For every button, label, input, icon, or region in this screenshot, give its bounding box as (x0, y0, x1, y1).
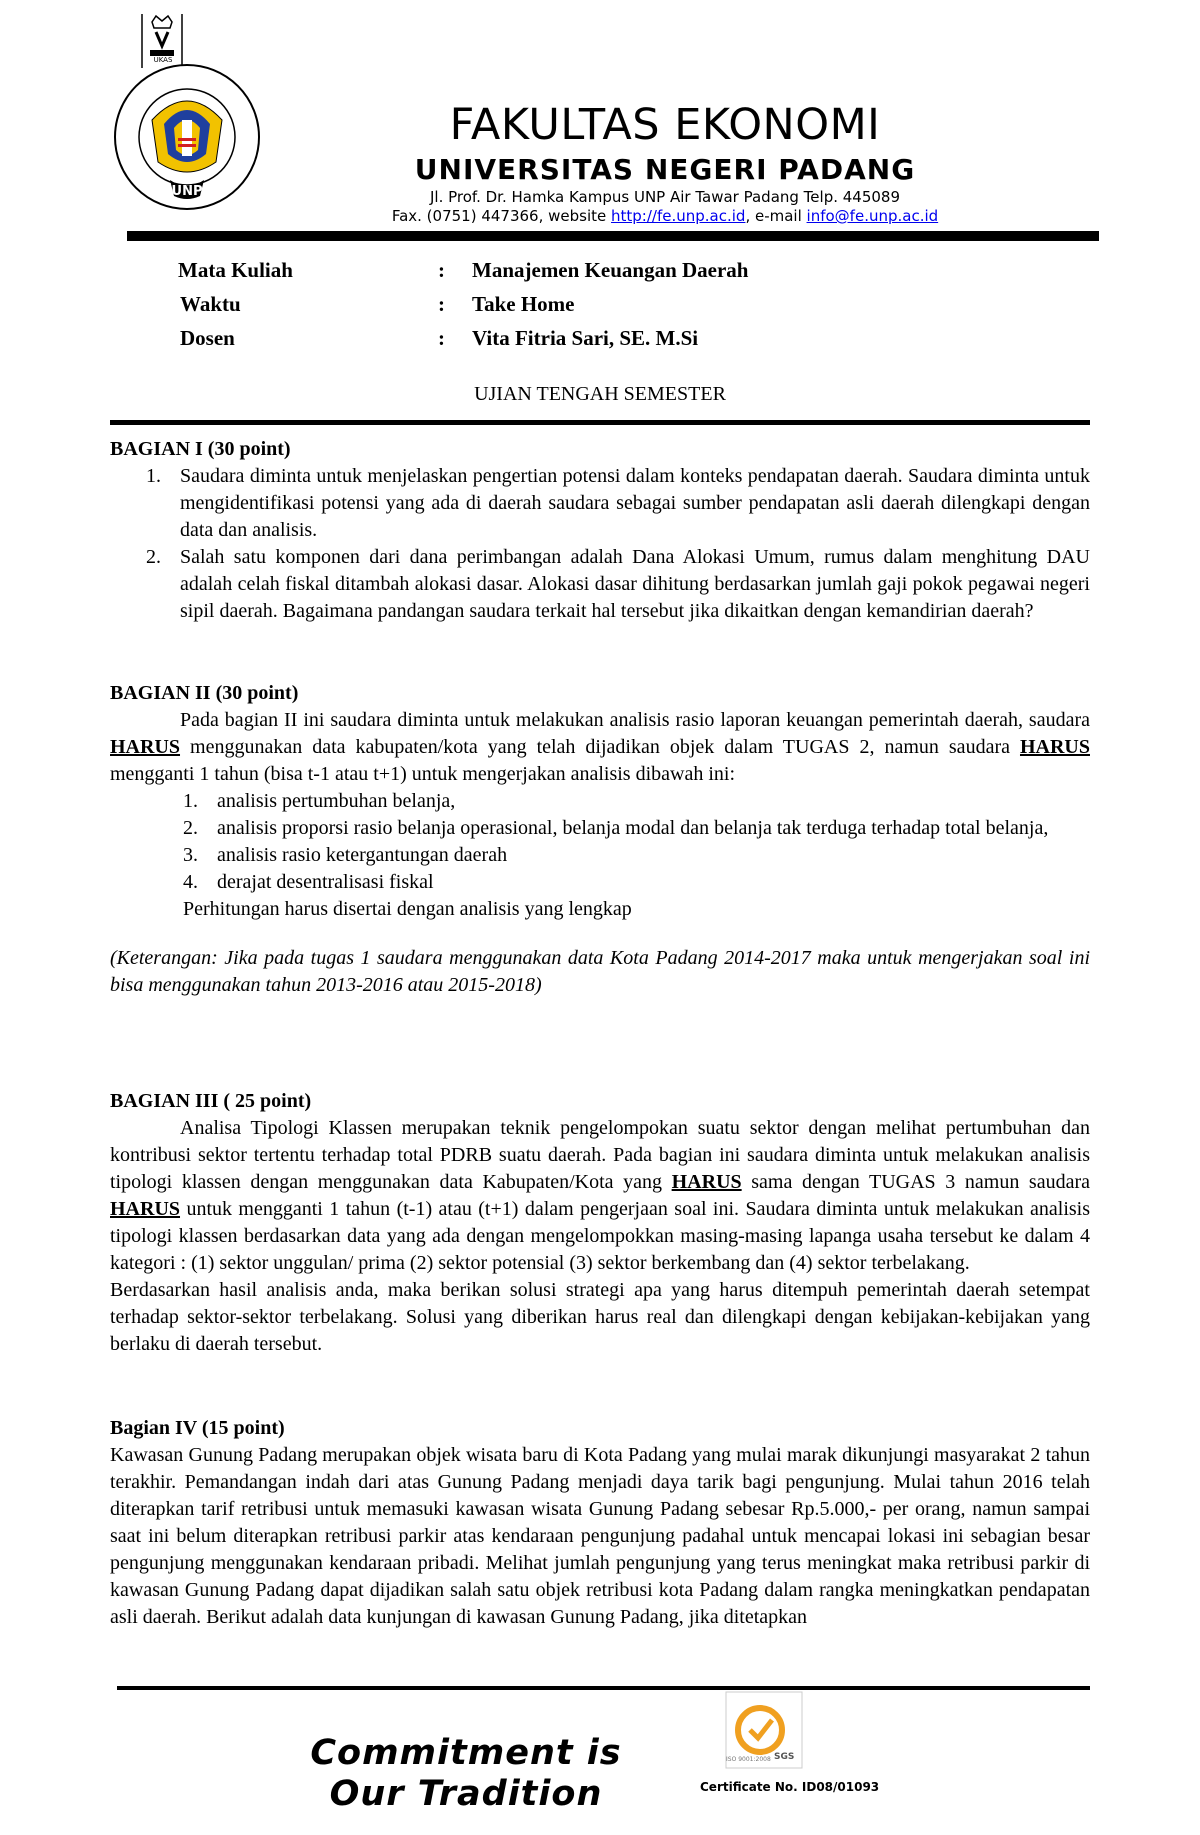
list-text: analisis rasio ketergantungan daerah (217, 844, 508, 866)
meta-label: Mata Kuliah (178, 258, 293, 282)
list-text: derajat desentralisasi fiskal (217, 871, 434, 893)
part-3-paragraph-2: Berdasarkan hasil analisis anda, maka berikan solusi strategi apa yang harus ditempuh pemerintah daerah setempat terhadap sektor-sektor terbelakang. Solusi yang diberikan harus real dan dilengkapi dengan kebijakan-kebijakan yang berlaku di daerah tersebut. (110, 1279, 1090, 1355)
list-number: 2. (146, 546, 161, 568)
part-2-intro (110, 707, 1090, 788)
part-4 (110, 1415, 1090, 1631)
list-number: 2. (183, 817, 198, 839)
list-item (110, 842, 1090, 869)
part-2 (110, 680, 1090, 999)
list-item (110, 463, 1090, 544)
part-3-paragraph-1 (110, 1115, 1090, 1277)
sgs-certification-badge (724, 1690, 804, 1770)
meta-value: Manajemen Keuangan Daerah (472, 258, 749, 282)
part-2-closing: Perhitungan harus disertai dengan analisis yang lengkap (183, 898, 632, 920)
emphasis-harus: HARUS (671, 1171, 742, 1193)
website-link[interactable]: http://fe.unp.ac.id (611, 207, 746, 225)
ukas-label: UKAS (153, 56, 173, 64)
list-item (110, 815, 1090, 842)
part-2-intro-text: Pada bagian II ini saudara diminta untuk melakukan analisis rasio laporan keuangan pemerintah daerah, saudara (180, 709, 1090, 731)
title-divider (110, 420, 1090, 425)
list-number: 1. (183, 790, 198, 812)
address-line-2 (300, 207, 1030, 225)
certificate-number: Certificate No. ID08/01093 (700, 1780, 880, 1794)
list-text: Salah satu komponen dari dana perimbangan adalah Dana Alokasi Umum, rumus dalam menghitung DAU adalah celah fiskal ditambah alokasi dasar. Alokasi dasar dihitung berdasarkan jumlah gaji pokok pegawai negeri sipil daerah. Bagaimana pandangan saudara terkait hal tersebut jika dikaitkan dengan kemandirian daerah? (180, 546, 1090, 622)
footer-divider (117, 1686, 1090, 1690)
part-2-intro-text: mengganti 1 tahun (bisa t-1 atau t+1) untuk mengerjakan analisis dibawah ini: (110, 763, 736, 785)
list-number: 3. (183, 844, 198, 866)
meta-value: Vita Fitria Sari, SE. M.Si (472, 326, 699, 350)
address-line-1: Jl. Prof. Dr. Hamka Kampus UNP Air Tawar Padang Telp. 445089 (429, 188, 901, 206)
emphasis-harus: HARUS (110, 1198, 181, 1220)
emphasis-harus: HARUS (110, 736, 181, 758)
meta-label: Waktu (180, 292, 241, 316)
list-number: 4. (183, 871, 198, 893)
list-text: analisis pertumbuhan belanja, (217, 790, 456, 812)
list-item (110, 869, 1090, 896)
part-3-text: untuk mengganti 1 tahun (t-1) atau (t+1) dalam pengerjaan soal ini. Saudara diminta untuk melakukan analisis tipologi klassen berdasarkan data yang ada dengan mengelompokkan masing-masing lapanga usaha tersebut ke dalam 4 kategori : (1) sektor unggulan/ prima (2) sektor potensial (3) sektor berkembang dan (4) sektor terbelakang. (110, 1198, 1090, 1274)
sgs-label: SGS (774, 1752, 795, 1762)
exam-title: UJIAN TENGAH SEMESTER (474, 383, 726, 405)
faculty-title: FAKULTAS EKONOMI (449, 100, 881, 150)
header-divider (127, 231, 1099, 241)
part-3-text: sama dengan TUGAS 3 namun saudara (741, 1171, 1091, 1193)
part-3 (110, 1088, 1090, 1358)
part-2-intro-text: menggunakan data kabupaten/kota yang telah dijadikan objek dalam TUGAS 2, namun saudara (180, 736, 1020, 758)
meta-row-time (180, 292, 1080, 322)
fax-text: Fax. (0751) 447366, website (391, 207, 612, 225)
email-prefix: , e-mail (745, 207, 807, 225)
part-4-heading: Bagian IV (15 point) (110, 1417, 285, 1439)
emphasis-harus: HARUS (1019, 736, 1090, 758)
meta-row-lecturer (180, 326, 1080, 356)
list-text: analisis proporsi rasio belanja operasional, belanja modal dan belanja tak terduga terhadap total belanja, (217, 817, 1049, 839)
university-logo (112, 62, 262, 212)
part-2-heading: BAGIAN II (30 point) (110, 682, 299, 704)
meta-colon: : (438, 258, 445, 282)
meta-value: Take Home (472, 292, 575, 316)
logo-unp-text: UNP (171, 184, 203, 199)
part-3-text: Analisa Tipologi Klassen merupakan teknik pengelompokan suatu sektor dengan melihat pertumbuhan dan kontribusi sektor tertentu terhadap total PDRB suatu daerah. Pada bagian ini saudara diminta untuk melakukan analisis tipologi klassen dengan menggunakan data Kabupaten/Kota yang (110, 1117, 1090, 1193)
part-1 (110, 436, 1090, 625)
list-item (110, 544, 1090, 625)
list-text: Saudara diminta untuk menjelaskan pengertian potensi dalam konteks pendapatan daerah. Saudara diminta untuk mengidentifikasi potensi yang ada di daerah saudara sebagai sumber pendapatan asli daerah dilengkapi dengan data dan analisis. (180, 465, 1090, 541)
list-number: 1. (146, 465, 161, 487)
meta-label: Dosen (180, 326, 235, 350)
meta-row-course (178, 258, 1078, 288)
iso-label: ISO 9001:2008 (726, 1756, 771, 1763)
part-3-heading: BAGIAN III ( 25 point) (110, 1090, 312, 1112)
footer-slogan-line-2: Our Tradition (329, 1774, 603, 1814)
meta-colon: : (438, 292, 445, 316)
university-name: UNIVERSITAS NEGERI PADANG (414, 153, 916, 186)
email-link[interactable]: info@fe.unp.ac.id (806, 207, 939, 225)
part-1-heading: BAGIAN I (30 point) (110, 438, 291, 460)
part-4-paragraph: Kawasan Gunung Padang merupakan objek wisata baru di Kota Padang yang mulai marak dikunjungi masyarakat 2 tahun terakhir. Pemandangan indah dari atas Gunung Padang menjadi daya tarik bagi pengunjung. Mulai tahun 2016 telah diterapkan tarif retribusi untuk memasuki kawasan wisata Gunung Padang sebesar Rp.5.000,- per orang, namun sampai saat ini belum diterapkan retribusi parkir atas kendaraan pengunjung padahal untuk mencapai lokasi ini sebagian besar pengunjung menggunakan kendaraan pribadi. Melihat jumlah pengunjung yang terus meningkat maka retribusi parkir di kawasan Gunung Padang dapat dijadikan salah satu objek retribusi kota Padang dalam rangka meningkatkan pendapatan asli daerah. Berikut adalah data kunjungan di kawasan Gunung Padang, jika ditetapkan (110, 1444, 1090, 1628)
footer-slogan-line-1: Commitment is (310, 1733, 622, 1773)
part-2-note: (Keterangan: Jika pada tugas 1 saudara menggunakan data Kota Padang 2014-2017 maka untuk mengerjakan soal ini bisa menggunakan tahun 2013-2016 atau 2015-2018) (110, 947, 1090, 996)
list-item (110, 788, 1090, 815)
meta-colon: : (438, 326, 445, 350)
